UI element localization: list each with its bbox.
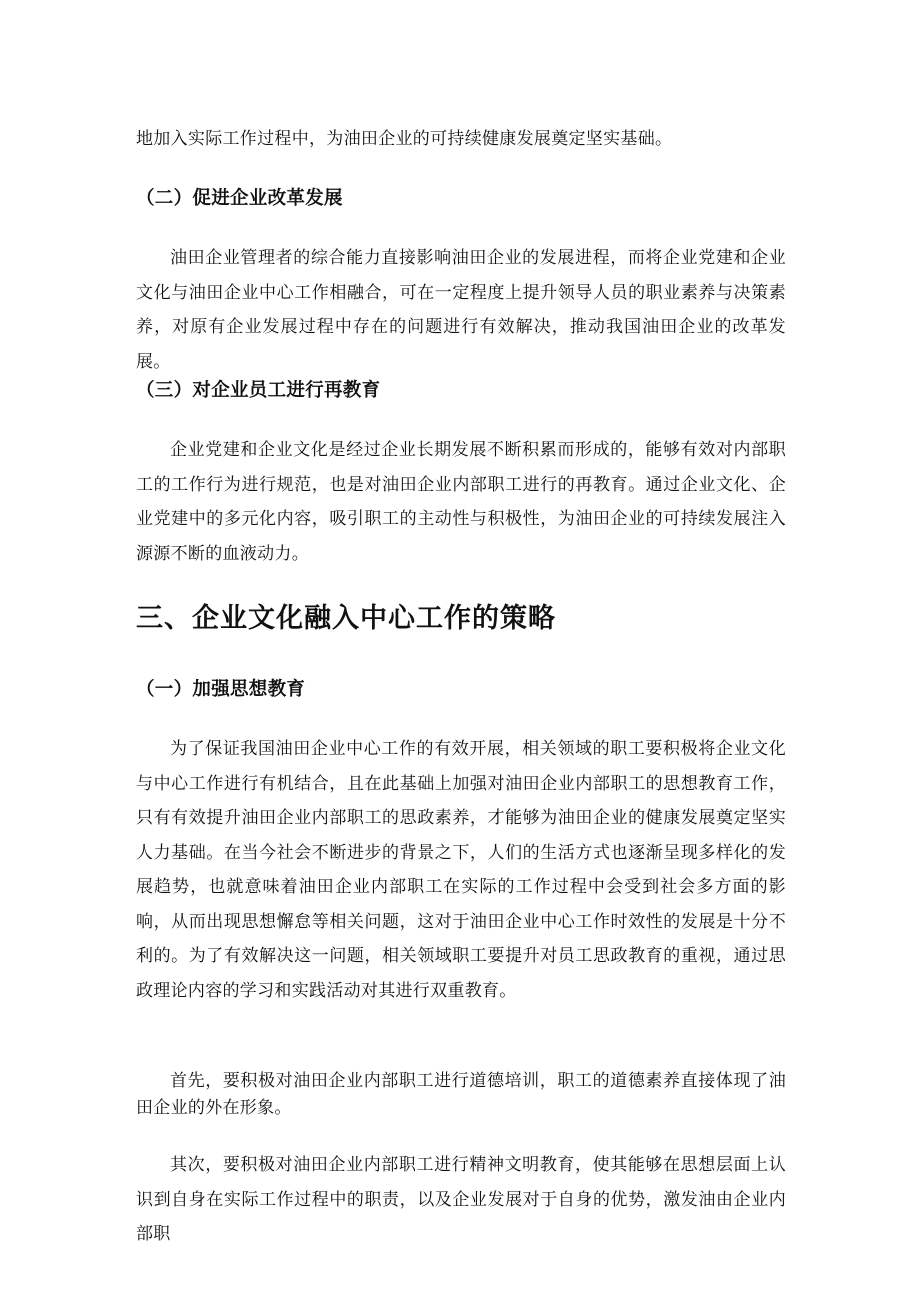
paragraph-first: 首先，要积极对油田企业内部职工进行道德培训，职工的道德素养直接体现了油田企业的外在形象。 [136, 1071, 786, 1118]
subheading-reeducation: （三）对企业员工进行再教育 [136, 380, 381, 401]
section-title: 三、企业文化融入中心工作的策略 [136, 603, 556, 634]
paragraph-second: 其次，要积极对油田企业内部职工进行精神文明教育，使其能够在思想层面上认识到自身在实际工作过程中的职责，以及企业发展对于自身的优势，激发油由企业内部职 [136, 1155, 786, 1244]
subheading-reform: （二）促进企业改革发展 [136, 188, 343, 209]
paragraph-continuation: 地加入实际工作过程中，为油田企业的可持续健康发展奠定坚实基础。 [136, 129, 673, 149]
paragraph-reform: 油田企业管理者的综合能力直接影响油田企业的发展进程，而将企业党建和企业文化与油田企业中心工作相融合，可在一定程度上提升领导人员的职业素养与决策素养，对原有企业发展过程中存在的问题进行有效解决，推动我国油田企业的改革发展。 [136, 248, 786, 372]
subheading-ideology: （一）加强思想教育 [136, 679, 306, 700]
paragraph-reeducation: 企业党建和企业文化是经过企业长期发展不断积累而形成的，能够有效对内部职工的工作行为进行规范，也是对油田企业内部职工进行的再教育。通过企业文化、企业党建中的多元化内容，吸引职工的主动性与积极性，为油田企业的可持续发展注入源源不断的血液动力。 [136, 440, 786, 564]
paragraph-ideology: 为了保证我国油田企业中心工作的有效开展，相关领域的职工要积极将企业文化与中心工作进行有机结合，且在此基础上加强对油田企业内部职工的思想教育工作，只有有效提升油田企业内部职工的思政素养，才能够为油田企业的健康发展奠定坚实人力基础。在当今社会不断进步的背景之下，人们的生活方式也逐渐呈现多样化的发展趋势，也就意味着油田企业内部职工在实际的工作过程中会受到社会多方面的影响，从而出现思想懈怠等相关问题，这对于油田企业中心工作时效性的发展是十分不利的。为了有效解决这一问题，相关领域职工要提升对员工思政教育的重视，通过思政理论内容的学习和实践活动对其进行双重教育。 [136, 739, 786, 1001]
